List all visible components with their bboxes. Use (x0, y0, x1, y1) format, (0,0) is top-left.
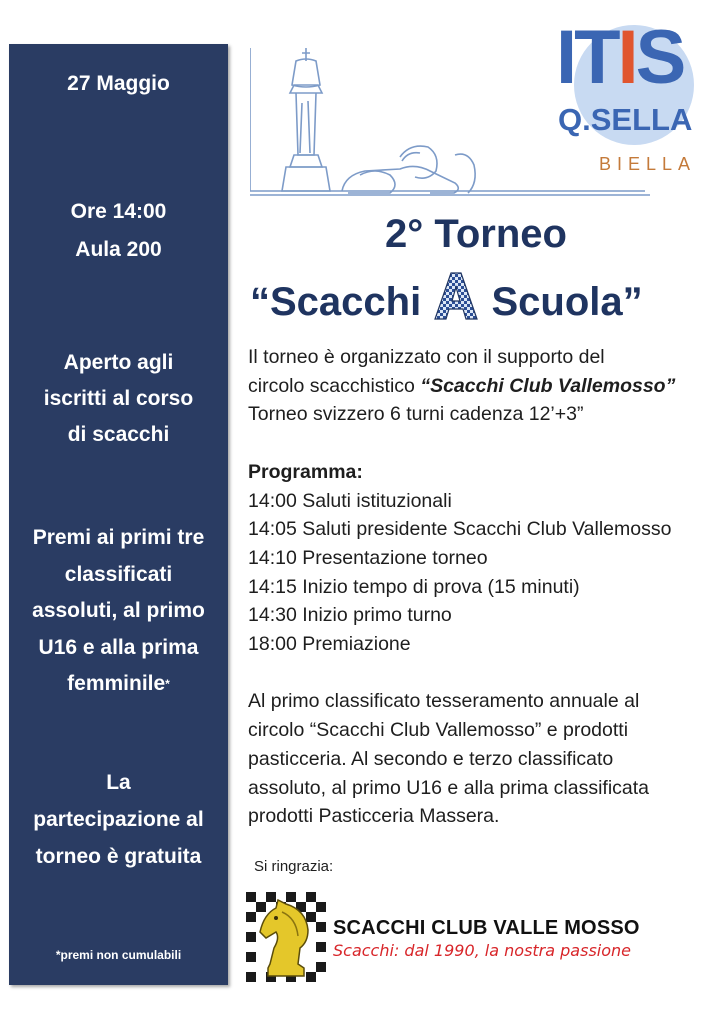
club-logo-tagline: Scacchi: dal 1990, la nostra passione (333, 941, 631, 960)
intro-line: circolo scacchistico “Scacchi Club Vallemosso” (248, 374, 676, 397)
logo-city: BIELLA (598, 154, 696, 174)
event-room: Aula 200 (75, 238, 162, 261)
chessboard-letter-a-icon (434, 271, 478, 321)
prizes-detail-line: pasticceria. Al secondo e terzo classificato (248, 747, 614, 770)
intro-line: Torneo svizzero 6 turni cadenza 12’+3” (248, 403, 584, 426)
eligibility-line: di scacchi (67, 423, 170, 446)
event-date: 27 Maggio (67, 72, 170, 95)
event-time: Ore 14:00 (70, 200, 167, 223)
itis-qsella-logo (556, 15, 696, 180)
prizes-line: femminile (67, 672, 166, 695)
club-name-highlight: “Scacchi Club Vallemosso” (420, 374, 676, 397)
prizes-line: Premi ai primi tre (32, 526, 205, 549)
prizes-text (9, 520, 228, 703)
eligibility-text (9, 345, 228, 453)
program-heading: Programma: (248, 460, 363, 483)
tournament-title: 2° Torneo (385, 212, 567, 256)
free-line: torneo è gratuita (35, 845, 202, 868)
logo-itis: ITIS (556, 15, 684, 100)
schedule-item: 14:05 Saluti presidente Scacchi Club Vallemosso (248, 518, 672, 541)
prizes-footnote: *premi non cumulabili (55, 948, 182, 962)
schedule-item: 14:10 Presentazione torneo (248, 546, 488, 569)
prizes-line: classificati (64, 562, 173, 586)
free-entry-text (9, 764, 228, 875)
eligibility-line: iscritti al corso (43, 387, 194, 410)
eligibility-line: Aperto agli (63, 351, 174, 374)
chess-knight-club-icon (246, 892, 326, 982)
club-logo-name: SCACCHI CLUB VALLE MOSSO (333, 917, 640, 939)
tournament-description (248, 343, 718, 831)
prizes-line: U16 e alla prima (38, 635, 199, 659)
prizes-detail-line: Al primo classificato tesseramento annuale al (248, 690, 640, 713)
schedule-item: 14:00 Saluti istituzionali (248, 489, 452, 512)
thanks-label: Si ringrazia: (254, 858, 334, 875)
schedule-item: 14:30 Inizio primo turno (248, 604, 452, 627)
event-time-room (9, 193, 228, 269)
info-sidebar (9, 44, 228, 985)
title-left: “Scacchi (250, 280, 422, 324)
prizes-detail-line: circolo “Scacchi Club Vallemosso” e prodotti (248, 719, 629, 742)
free-line: La (106, 771, 131, 794)
title-right: Scuola” (491, 280, 643, 324)
prizes-detail-line: prodotti Pasticceria Massera. (248, 805, 500, 828)
prizes-line: assoluti, al primo (32, 599, 205, 622)
schedule-item: 14:15 Inizio tempo di prova (15 minuti) (248, 575, 580, 598)
prizes-detail-line: assoluto, al primo U16 e alla prima classificata (248, 776, 650, 799)
asterisk: * (165, 677, 170, 691)
intro-line: Il torneo è organizzato con il supporto del (248, 346, 605, 368)
free-line: partecipazione al (33, 808, 204, 831)
prizes-line-last (13, 666, 224, 703)
tournament-name (250, 271, 643, 325)
logo-qsella: Q.SELLA (558, 102, 693, 137)
schedule-item: 18:00 Premiazione (248, 633, 411, 656)
